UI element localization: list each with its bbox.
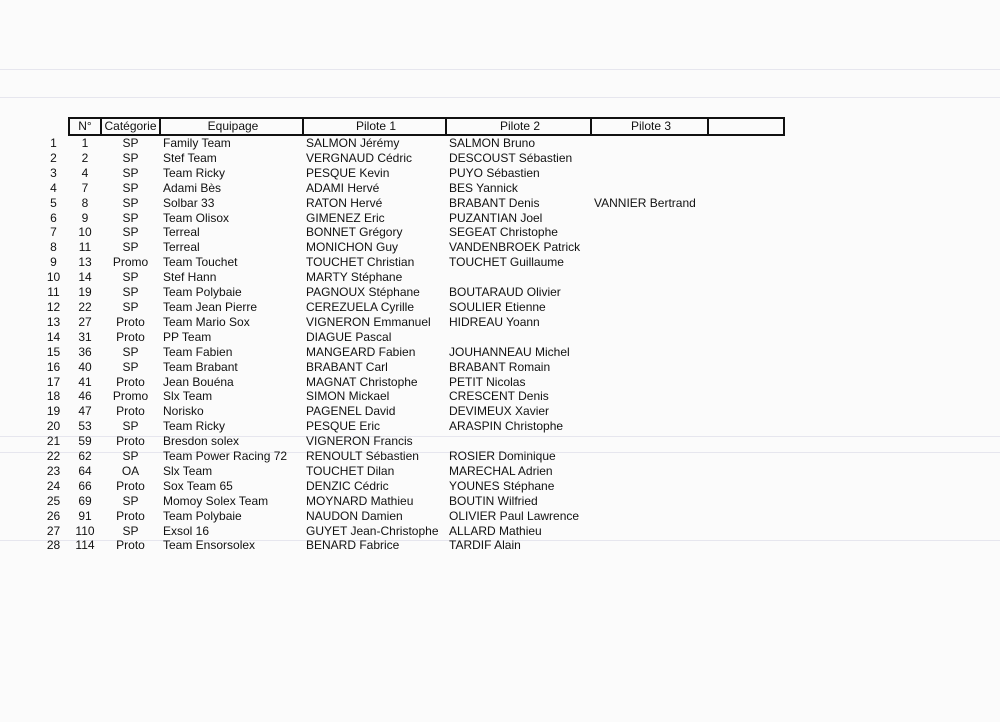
pilot-1: MAGNAT Christophe	[306, 374, 418, 389]
empty-cell	[708, 434, 784, 449]
row-index: 21	[46, 434, 61, 449]
table-row	[38, 270, 784, 285]
crew-name: Team Mario Sox	[163, 314, 250, 329]
pilot-3	[591, 419, 708, 434]
row-index: 4	[50, 180, 57, 195]
entry-number: 7	[81, 180, 89, 195]
pilot-1: VERGNAUD Cédric	[306, 150, 413, 165]
pilot-2: BRABANT Denis	[449, 195, 540, 210]
pilot-2: TARDIF Alain	[449, 538, 521, 553]
pilot-3	[591, 345, 708, 360]
pilot-1: ADAMI Hervé	[306, 180, 380, 195]
category: SP	[122, 150, 139, 165]
entry-number: 110	[75, 523, 95, 538]
entry-number: 2	[81, 150, 89, 165]
crew-name: Momoy Solex Team	[163, 493, 269, 508]
header-index	[38, 118, 69, 135]
crew-name: Team Polybaie	[163, 508, 242, 523]
header-crew: Equipage	[160, 118, 303, 135]
pilot-2: BOUTIN Wilfried	[449, 493, 538, 508]
category: Proto	[116, 478, 145, 493]
category: SP	[122, 195, 139, 210]
entry-number: 46	[78, 389, 92, 404]
empty-cell	[708, 166, 784, 181]
category: SP	[122, 449, 139, 464]
row-index: 22	[46, 449, 61, 464]
category: SP	[122, 225, 139, 240]
pilot-2: PUYO Sébastien	[449, 165, 540, 180]
empty-cell	[708, 196, 784, 211]
header-pilot3: Pilote 3	[591, 118, 708, 135]
table-row	[38, 434, 784, 449]
header-pilot1: Pilote 1	[303, 118, 446, 135]
header-row	[38, 118, 784, 135]
empty-cell	[708, 509, 784, 524]
crew-name: Bresdon solex	[163, 434, 240, 449]
crew-name: Team Ricky	[163, 165, 226, 180]
pilot-1: TOUCHET Christian	[306, 255, 415, 270]
crew-name: Slx Team	[163, 389, 213, 404]
table-row	[38, 166, 784, 181]
pilot-2	[446, 270, 591, 285]
entry-number: 31	[78, 329, 92, 344]
pilot-3	[591, 509, 708, 524]
pilot-1: PAGENEL David	[306, 404, 396, 419]
empty-cell	[708, 464, 784, 479]
row-index: 15	[46, 344, 61, 359]
pilot-3	[591, 389, 708, 404]
crew-name: Sox Team 65	[163, 478, 233, 493]
pilot-2: DESCOUST Sébastien	[449, 150, 573, 165]
pilot-2: SALMON Bruno	[449, 136, 536, 150]
category: Proto	[116, 508, 145, 523]
pilot-2: BES Yannick	[449, 180, 518, 195]
pilot-3	[591, 330, 708, 345]
entry-number: 62	[78, 449, 92, 464]
pilot-3	[591, 360, 708, 375]
pilot-3	[591, 375, 708, 390]
pilot-1: NAUDON Damien	[306, 508, 403, 523]
crew-name: Stef Team	[163, 150, 217, 165]
entry-number: 66	[78, 478, 92, 493]
table-row	[38, 389, 784, 404]
pilot-2: BOUTARAUD Olivier	[449, 285, 561, 300]
entry-number: 22	[78, 299, 92, 314]
entry-number: 9	[81, 210, 89, 225]
crew-name: Team Touchet	[163, 255, 238, 270]
pilot-2: ALLARD Mathieu	[449, 523, 542, 538]
pilot-2: HIDREAU Yoann	[449, 314, 540, 329]
table-row	[38, 285, 784, 300]
crew-name: Team Jean Pierre	[163, 299, 258, 314]
row-index: 14	[46, 329, 61, 344]
pilot-1: MOYNARD Mathieu	[306, 493, 414, 508]
row-index: 8	[50, 240, 57, 255]
table-row	[38, 360, 784, 375]
table-row	[38, 300, 784, 315]
pilot-2: SOULIER Etienne	[449, 299, 546, 314]
crew-name: Team Ricky	[163, 419, 226, 434]
empty-cell	[708, 225, 784, 240]
pilot-1: MARTY Stéphane	[306, 270, 403, 285]
table-row	[38, 524, 784, 539]
table-row	[38, 345, 784, 360]
category: Proto	[116, 404, 145, 419]
pilot-3	[591, 135, 708, 151]
entry-number: 114	[75, 538, 95, 553]
pilot-1: BONNET Grégory	[306, 225, 403, 240]
entry-number: 53	[78, 419, 92, 434]
pilot-1: SALMON Jérémy	[306, 136, 400, 150]
entry-number: 91	[78, 508, 92, 523]
pilot-3	[591, 211, 708, 226]
category: SP	[122, 299, 139, 314]
pilot-1: TOUCHET Dilan	[306, 463, 395, 478]
category: SP	[122, 165, 139, 180]
empty-cell	[708, 315, 784, 330]
row-index: 3	[50, 165, 57, 180]
pilot-1: VIGNERON Emmanuel	[306, 314, 431, 329]
category: SP	[122, 240, 139, 255]
pilot-3	[591, 151, 708, 166]
row-index: 10	[46, 270, 61, 285]
crew-name: Jean Bouéna	[163, 374, 234, 389]
pilot-2: PUZANTIAN Joel	[449, 210, 543, 225]
crew-name: Team Fabien	[163, 344, 233, 359]
pilot-3	[591, 494, 708, 509]
category: SP	[122, 210, 139, 225]
crew-name: Family Team	[163, 136, 231, 150]
empty-cell	[708, 524, 784, 539]
pilot-1: BRABANT Carl	[306, 359, 388, 374]
pilot-2	[446, 330, 591, 345]
entry-number: 40	[78, 359, 92, 374]
entry-number: 10	[78, 225, 92, 240]
pilot-2: VANDENBROEK Patrick	[449, 240, 581, 255]
row-index: 20	[46, 419, 61, 434]
category: Promo	[112, 255, 149, 270]
table-row	[38, 449, 784, 464]
category: Proto	[116, 329, 145, 344]
empty-cell	[708, 494, 784, 509]
empty-cell	[708, 404, 784, 419]
table-row	[38, 240, 784, 255]
entry-number: 47	[78, 404, 92, 419]
pilot-3	[591, 240, 708, 255]
empty-cell	[708, 345, 784, 360]
crew-name: Adami Bès	[163, 180, 222, 195]
empty-cell	[708, 240, 784, 255]
empty-cell	[708, 255, 784, 270]
table-row	[38, 315, 784, 330]
pilot-2: TOUCHET Guillaume	[449, 255, 564, 270]
header-pilot2: Pilote 2	[446, 118, 591, 135]
pilot-3	[591, 434, 708, 449]
category: SP	[122, 180, 139, 195]
pilot-1: PESQUE Eric	[306, 419, 381, 434]
pilot-2: PETIT Nicolas	[449, 374, 526, 389]
pilot-2: ROSIER Dominique	[449, 449, 556, 464]
entry-number: 4	[81, 165, 89, 180]
pilot-2: SEGEAT Christophe	[449, 225, 558, 240]
entry-number: 11	[78, 240, 92, 255]
pilot-3	[591, 404, 708, 419]
entry-number: 36	[78, 344, 92, 359]
pilot-1: BENARD Fabrice	[306, 538, 400, 553]
category: SP	[122, 359, 139, 374]
row-index: 23	[46, 463, 61, 478]
empty-cell	[708, 449, 784, 464]
row-index: 18	[46, 389, 61, 404]
header-number: N°	[69, 118, 101, 135]
pilot-3	[591, 479, 708, 494]
empty-cell	[708, 419, 784, 434]
pilot-3	[591, 449, 708, 464]
entry-number: 27	[78, 314, 92, 329]
entry-number: 14	[78, 270, 92, 285]
row-index: 17	[46, 374, 61, 389]
crew-name: PP Team	[163, 329, 212, 344]
category: SP	[122, 136, 139, 150]
row-index: 24	[46, 478, 61, 493]
pilot-2	[446, 434, 591, 449]
row-index: 28	[46, 538, 61, 553]
category: OA	[121, 463, 140, 478]
pilot-1: RATON Hervé	[306, 195, 383, 210]
pilot-3	[591, 225, 708, 240]
pilot-1: MONICHON Guy	[306, 240, 399, 255]
table-row	[38, 151, 784, 166]
empty-cell	[708, 389, 784, 404]
header-category: Catégorie	[101, 118, 160, 135]
entry-number: 59	[78, 434, 92, 449]
empty-cell	[708, 151, 784, 166]
table-row	[38, 181, 784, 196]
table-row	[38, 135, 784, 151]
category: Proto	[116, 538, 145, 553]
category: SP	[122, 270, 139, 285]
row-index: 6	[50, 210, 57, 225]
empty-cell	[708, 360, 784, 375]
pilot-3	[591, 538, 708, 553]
roster-table	[38, 117, 785, 553]
empty-cell	[708, 375, 784, 390]
crew-name: Norisko	[163, 404, 204, 419]
row-index: 26	[46, 508, 61, 523]
entry-number: 13	[78, 255, 92, 270]
row-index: 9	[50, 255, 57, 270]
empty-cell	[708, 285, 784, 300]
category: Promo	[112, 389, 149, 404]
empty-cell	[708, 181, 784, 196]
pilot-2: DEVIMEUX Xavier	[449, 404, 550, 419]
row-index: 12	[46, 299, 61, 314]
category: Proto	[116, 314, 145, 329]
row-index: 2	[50, 150, 57, 165]
row-index: 1	[50, 135, 57, 150]
pilot-1: VIGNERON Francis	[306, 434, 413, 449]
entry-number: 64	[78, 463, 92, 478]
pilot-1: PESQUE Kevin	[306, 165, 390, 180]
row-index: 19	[46, 404, 61, 419]
category: SP	[122, 523, 139, 538]
crew-name: Terreal	[163, 240, 200, 255]
category: SP	[122, 493, 139, 508]
pilot-2: ARASPIN Christophe	[449, 419, 564, 434]
row-index: 7	[50, 225, 57, 240]
pilot-3	[591, 270, 708, 285]
entry-number: 69	[78, 493, 92, 508]
pilot-1: CEREZUELA Cyrille	[306, 299, 415, 314]
row-index: 27	[46, 523, 61, 538]
pilot-1: PAGNOUX Stéphane	[306, 285, 420, 300]
pilot-3	[591, 300, 708, 315]
table-row	[38, 255, 784, 270]
pilot-3	[591, 255, 708, 270]
entry-number: 19	[78, 285, 92, 300]
table-row	[38, 419, 784, 434]
crew-name: Team Ensorsolex	[163, 538, 256, 553]
table-row	[38, 538, 784, 553]
table-row	[38, 464, 784, 479]
crew-name: Team Olisox	[163, 210, 230, 225]
table-row	[38, 404, 784, 419]
pilot-3	[591, 524, 708, 539]
entry-number: 41	[78, 374, 92, 389]
pilot-2: BRABANT Romain	[449, 359, 551, 374]
crew-name: Solbar 33	[163, 195, 215, 210]
pilot-1: SIMON Mickael	[306, 389, 390, 404]
pilot-1: MANGEARD Fabien	[306, 344, 416, 359]
pilot-1: RENOULT Sébastien	[306, 449, 419, 464]
table-row	[38, 211, 784, 226]
empty-cell	[708, 211, 784, 226]
category: SP	[122, 419, 139, 434]
category: SP	[122, 285, 139, 300]
row-index: 13	[46, 314, 61, 329]
pilot-1: DIAGUE Pascal	[306, 329, 392, 344]
row-index: 5	[50, 195, 57, 210]
entry-number: 1	[81, 136, 89, 150]
category: Proto	[116, 374, 145, 389]
row-index: 16	[46, 359, 61, 374]
pilot-2: CRESCENT Denis	[449, 389, 549, 404]
pilot-3	[591, 181, 708, 196]
empty-cell	[708, 300, 784, 315]
empty-cell	[708, 479, 784, 494]
header-extra	[708, 118, 784, 135]
crew-name: Exsol 16	[163, 523, 210, 538]
empty-cell	[708, 270, 784, 285]
empty-cell	[708, 135, 784, 151]
empty-cell	[708, 330, 784, 345]
pilot-2: JOUHANNEAU Michel	[449, 344, 570, 359]
crew-name: Team Brabant	[163, 359, 238, 374]
table-row	[38, 509, 784, 524]
category: SP	[122, 344, 139, 359]
pilot-1: GIMENEZ Eric	[306, 210, 385, 225]
pilot-3	[591, 464, 708, 479]
pilot-2: MARECHAL Adrien	[449, 463, 553, 478]
table-row	[38, 225, 784, 240]
pilot-2: YOUNES Stéphane	[449, 478, 555, 493]
row-index: 11	[47, 285, 60, 300]
pilot-2: OLIVIER Paul Lawrence	[449, 508, 580, 523]
crew-name: Stef Hann	[163, 270, 217, 285]
category: Proto	[116, 434, 145, 449]
pilot-1: DENZIC Cédric	[306, 478, 389, 493]
row-index: 25	[46, 493, 61, 508]
crew-name: Slx Team	[163, 463, 213, 478]
table-row	[38, 330, 784, 345]
pilot-3	[591, 166, 708, 181]
table-row	[38, 196, 784, 211]
entry-number: 8	[81, 195, 89, 210]
pilot-3	[591, 285, 708, 300]
table-row	[38, 375, 784, 390]
crew-name: Team Power Racing 72	[163, 449, 288, 464]
pilot-3	[591, 315, 708, 330]
table-row	[38, 479, 784, 494]
crew-name: Terreal	[163, 225, 200, 240]
empty-cell	[708, 538, 784, 553]
pilot-3: VANNIER Bertrand	[594, 195, 696, 210]
table-row	[38, 494, 784, 509]
crew-name: Team Polybaie	[163, 285, 242, 300]
pilot-1: GUYET Jean-Christophe	[306, 523, 439, 538]
